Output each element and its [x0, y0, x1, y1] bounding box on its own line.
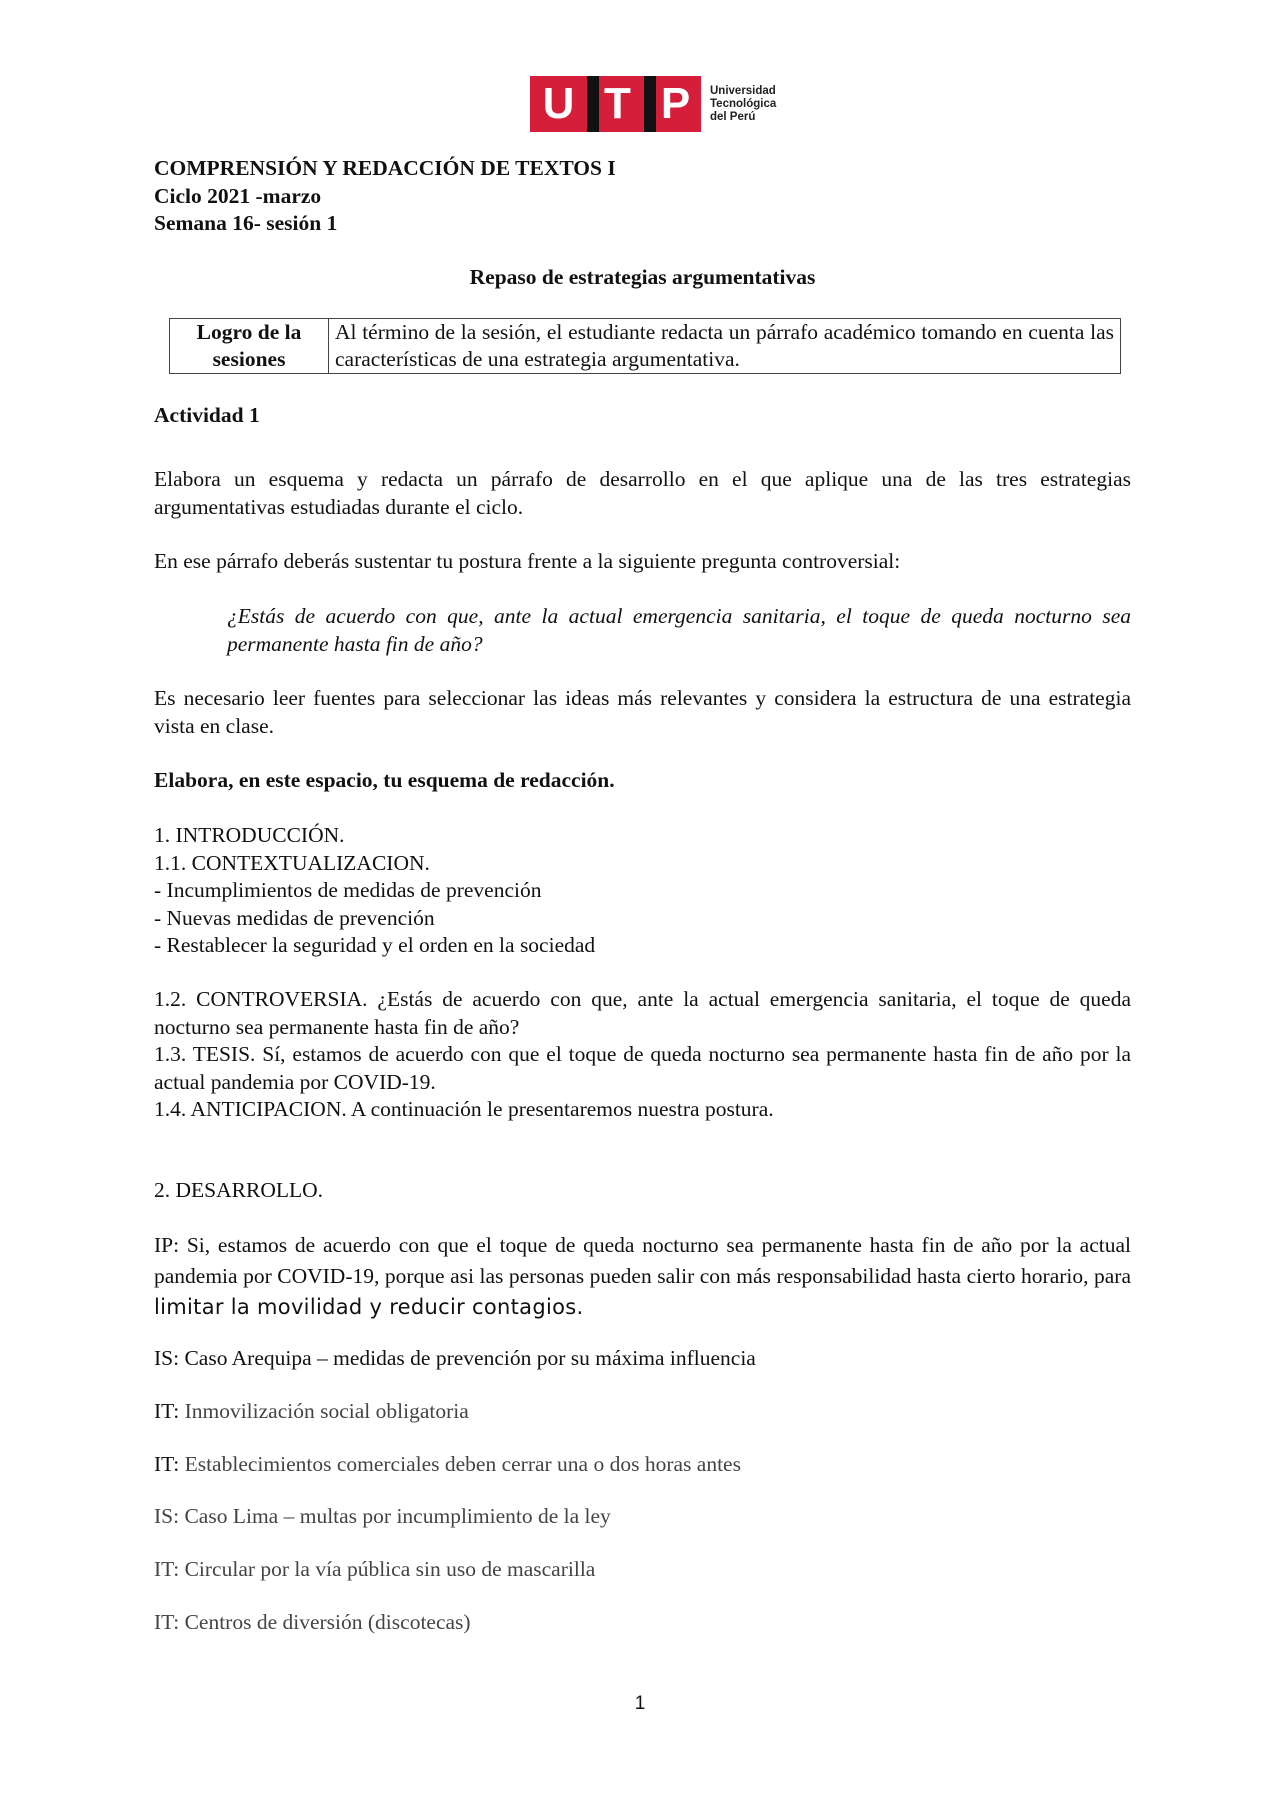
session-title: Repaso de estrategias argumentativas [469, 265, 816, 289]
item-label: IS: [154, 1504, 180, 1528]
activity-title: Actividad 1 [154, 403, 260, 427]
item-text: Centros de diversión (discotecas) [184, 1610, 471, 1634]
logo-letter-u: U [542, 79, 575, 128]
outline-bullet: - Restablecer la seguridad y el orden en la sociedad [154, 933, 596, 957]
main-idea-text: IP: Si, estamos de acuerdo con que el toque de queda nocturno sea permanente hasta fin de año por la actual pandemia por COVID-19, porque asi las personas pueden salir con más responsabilidad hasta cierto horario, para [154, 1233, 1131, 1288]
outline-context: 1.1. CONTEXTUALIZACION. [154, 850, 430, 875]
course-title: COMPRENSIÓN Y REDACCIÓN DE TEXTOS I [154, 156, 616, 180]
page-number: 1 [634, 1693, 646, 1714]
goal-table [169, 318, 1121, 374]
item-text: Inmovilización social obligatoria [184, 1399, 469, 1423]
utp-logo [530, 76, 776, 132]
outline-item [154, 1609, 471, 1637]
course-header [154, 155, 616, 238]
outline-bullet: - Incumplimientos de medidas de prevención [154, 878, 542, 902]
item-text: Circular por la vía pública sin uso de mascarilla [184, 1557, 596, 1581]
outline-item [154, 1556, 595, 1584]
item-label: IT: [154, 1610, 180, 1634]
activity-prompt: En ese párrafo deberás sustentar tu postura frente a la siguiente pregunta controversial: [154, 549, 901, 573]
outline-controversy: 1.2. CONTROVERSIA. ¿Estás de acuerdo con que, ante la actual emergencia sanitaria, el toque de queda nocturno sea permanente hasta fin de año? [154, 987, 1131, 1039]
logo-letter-t: T [604, 79, 631, 128]
logo-line: Tecnológica [710, 97, 777, 110]
logo-line: Universidad [710, 84, 776, 97]
item-label: IT: [154, 1399, 180, 1423]
outline-item [154, 1503, 611, 1531]
item-label: IS: [154, 1346, 180, 1370]
logo-mark [530, 76, 701, 132]
logo-letter-p: P [660, 79, 691, 128]
controversial-question: ¿Estás de acuerdo con que, ante la actual emergencia sanitaria, el toque de queda nocturno sea permanente hasta fin de año? [227, 604, 1131, 656]
logo-line: del Perú [710, 110, 756, 123]
item-text: Establecimientos comerciales deben cerrar una o dos horas antes [184, 1452, 741, 1476]
course-cycle: Ciclo 2021 -marzo [154, 183, 322, 208]
item-text: Caso Lima – multas por incumplimiento de la ley [184, 1504, 611, 1528]
activity-instruction: Elabora un esquema y redacta un párrafo de desarrollo en el que aplique una de las tres estrategias argumentativas estudiadas durante el ciclo. [154, 467, 1131, 519]
activity-note: Es necesario leer fuentes para seleccionar las ideas más relevantes y considera la estructura de una estrategia vista en clase. [154, 686, 1131, 738]
logo-wordmark [710, 85, 776, 124]
outline-bullet: - Nuevas medidas de prevención [154, 905, 435, 930]
scheme-heading: Elabora, en este espacio, tu esquema de redacción. [154, 768, 615, 792]
outline-item [154, 1451, 741, 1479]
logo-divider [644, 76, 656, 132]
outline-intro-block [154, 822, 595, 960]
outline-item [154, 1345, 756, 1373]
outline-intro: 1. INTRODUCCIÓN. [154, 823, 345, 847]
course-week: Semana 16- sesión 1 [154, 211, 338, 235]
outline-development: 2. DESARROLLO. [154, 1178, 324, 1202]
main-idea-paragraph [154, 1230, 1131, 1323]
item-label: IT: [154, 1557, 180, 1581]
outline-item [154, 1398, 469, 1426]
goal-text: Al término de la sesión, el estudiante redacta un párrafo académico tomando en cuenta las características de una estrategia argumentativa. [329, 319, 1121, 374]
main-idea-tail: limitar la movilidad y reducir contagios. [154, 1295, 584, 1319]
goal-label: Logro de la sesiones [170, 319, 329, 374]
item-label: IT: [154, 1452, 180, 1476]
item-text: Caso Arequipa – medidas de prevención por su máxima influencia [184, 1346, 756, 1370]
outline-anticipation: 1.4. ANTICIPACION. A continuación le presentaremos nuestra postura. [154, 1097, 774, 1121]
outline-thesis: 1.3. TESIS. Sí, estamos de acuerdo con que el toque de queda nocturno sea permanente hasta fin de año por la actual pandemia por COVID-19. [154, 1042, 1131, 1094]
logo-divider [587, 76, 599, 132]
